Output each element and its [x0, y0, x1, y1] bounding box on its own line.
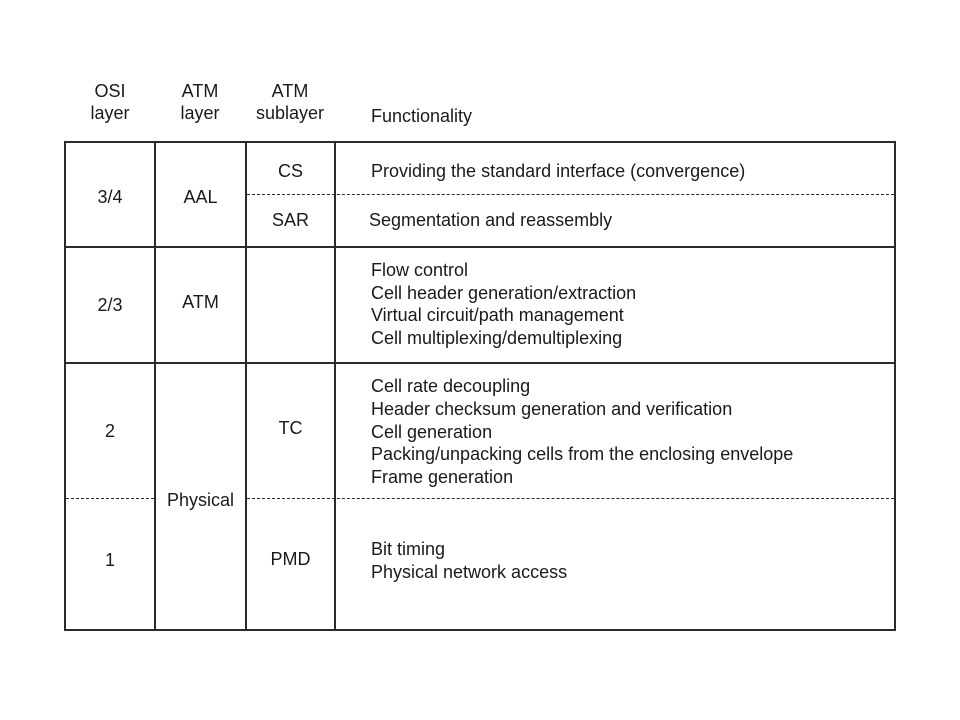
sublayer-sar: SAR: [271, 210, 309, 230]
column-divider-1: [154, 141, 156, 630]
function-tc-line: Frame generation: [371, 467, 514, 487]
function-tc-line: Packing/unpacking cells from the enclosing envelope: [371, 444, 794, 464]
osi-layer-3-4: 3/4: [97, 187, 123, 207]
table-right-border: [894, 141, 896, 630]
header-atm-layer: ATM layer: [180, 81, 220, 123]
function-pmd-line: Bit timing: [371, 539, 446, 559]
header-functionality: Functionality: [371, 106, 473, 126]
atm-layer-physical: Physical: [166, 490, 235, 510]
function-cs-line: Providing the standard interface (convergence): [371, 161, 746, 181]
function-tc-line: Cell generation: [371, 422, 493, 442]
header-atm-sublayer: ATM sublayer: [255, 81, 325, 123]
function-atm-line: Virtual circuit/path management: [371, 305, 624, 325]
osi-layer-2-3: 2/3: [97, 295, 123, 315]
sublayer-cs: CS: [277, 161, 303, 181]
function-atm-line: Cell multiplexing/demultiplexing: [371, 328, 623, 348]
table-top-border: [64, 141, 896, 143]
column-divider-3: [334, 141, 336, 630]
sublayer-tc: TC: [278, 418, 303, 438]
function-pmd-line: Physical network access: [371, 562, 568, 582]
function-tc-line: Cell rate decoupling: [371, 376, 531, 396]
row-divider-1: [64, 246, 896, 248]
sublayer-pmd: PMD: [270, 549, 311, 569]
header-osi-layer: OSI layer: [90, 81, 130, 123]
dashed-divider-osi-2-1: [66, 498, 154, 499]
function-sar-line: Segmentation and reassembly: [369, 210, 613, 230]
dashed-divider-tc-pmd: [247, 498, 894, 499]
function-atm-line: Cell header generation/extraction: [371, 283, 637, 303]
table-bottom-border: [64, 629, 896, 631]
dashed-divider-cs-sar: [247, 194, 894, 195]
function-atm-line: Flow control: [371, 260, 469, 280]
osi-layer-1: 1: [104, 550, 115, 570]
function-tc-line: Header checksum generation and verification: [371, 399, 733, 419]
row-divider-2: [64, 362, 896, 364]
atm-layer-atm: ATM: [182, 292, 219, 312]
atm-layer-aal: AAL: [183, 187, 218, 207]
osi-layer-2: 2: [104, 421, 115, 441]
